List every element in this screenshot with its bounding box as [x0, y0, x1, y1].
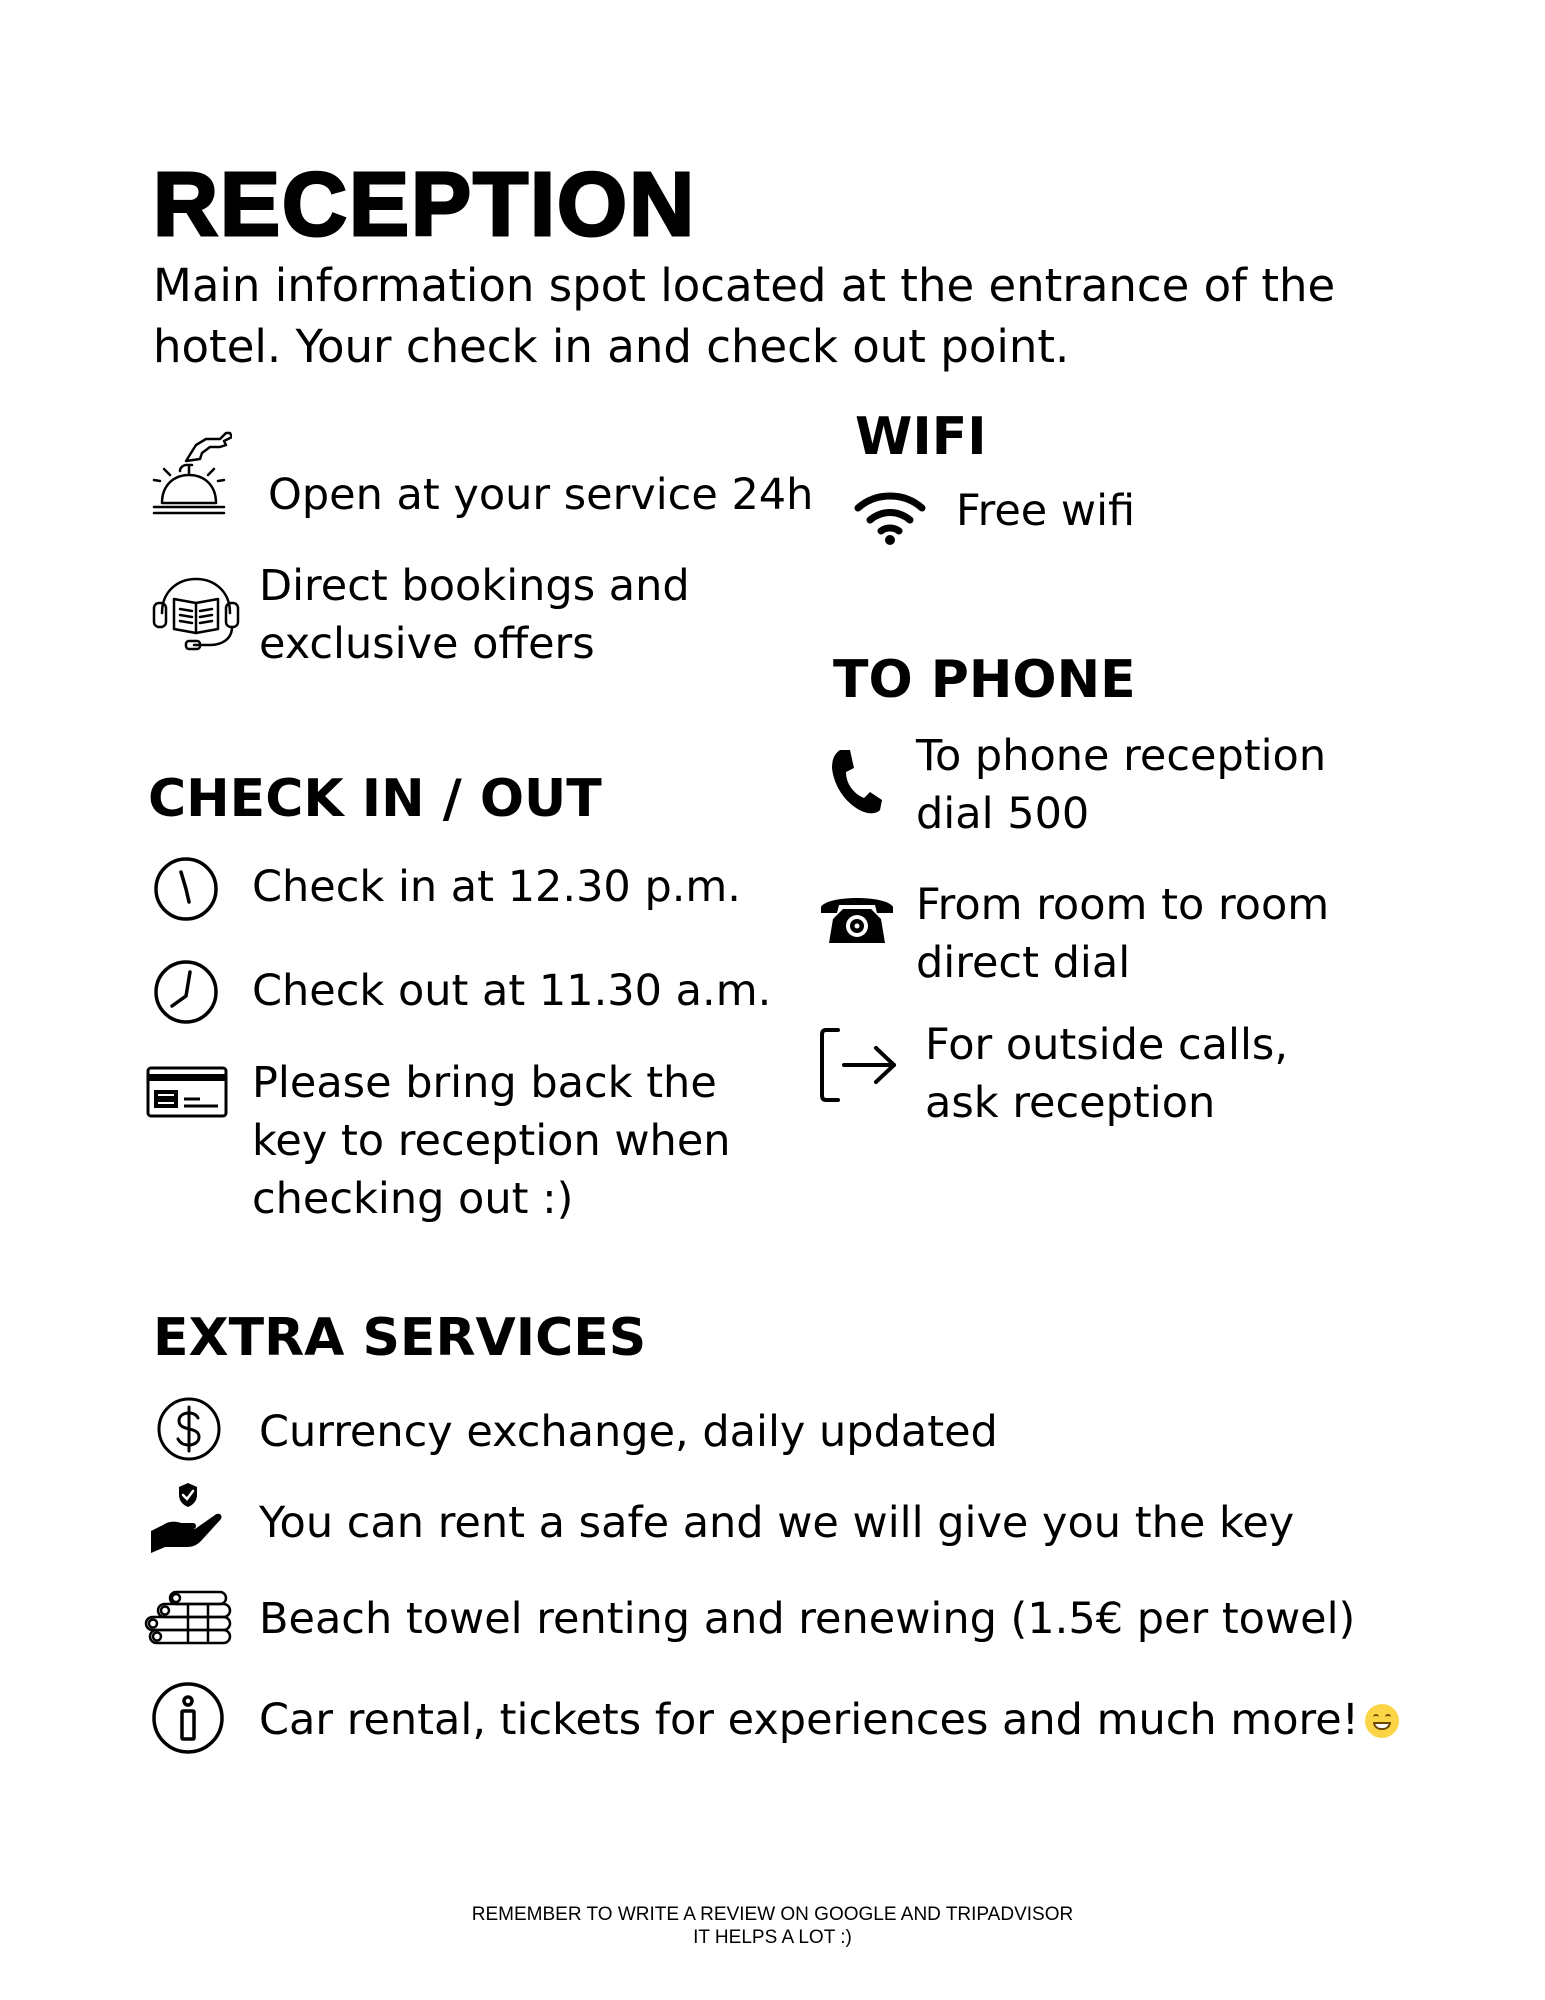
footer-review-line: REMEMBER TO WRITE A REVIEW ON GOOGLE AND TRIPADVISOR [471, 1904, 1074, 1925]
extra-item-currency: Currency exchange, daily updated [259, 1407, 998, 1457]
phone-item-room: From room to room direct dial [916, 880, 1330, 988]
extra-item-towels: Beach towel renting and renewing (1.5€ per towel) [259, 1594, 1356, 1644]
phone-item-outside: For outside calls, ask reception [925, 1020, 1289, 1128]
grinning-emoji-icon [1365, 1704, 1399, 1738]
reception-item-24h: Open at your service 24h [268, 470, 814, 520]
clock-icon [153, 959, 219, 1025]
extra-item-car-rental-text: Car rental, tickets for experiences and much more! [259, 1695, 1359, 1745]
intro-text: Main information spot located at the entrance of the hotel. Your check in and check out point. [153, 259, 1336, 373]
desk-telephone-icon [819, 891, 895, 947]
headset-book-icon [150, 573, 242, 658]
extra-item-safe: You can rent a safe and we will give you the key [259, 1498, 1295, 1548]
check-item-out: Check out at 11.30 a.m. [252, 966, 772, 1016]
phone-heading: TO PHONE [833, 650, 1136, 710]
footer [0, 1903, 1545, 1949]
phone-handset-icon [830, 748, 884, 816]
towels-icon [144, 1590, 234, 1646]
dollar-icon [156, 1396, 222, 1462]
check-item-key: Please bring back the key to reception when checking out :) [252, 1058, 731, 1224]
exit-arrow-icon [818, 1026, 898, 1104]
phone-item-reception: To phone reception dial 500 [916, 731, 1327, 839]
check-item-in: Check in at 12.30 p.m. [252, 862, 741, 912]
hand-shield-icon [149, 1481, 229, 1555]
clock-icon [153, 856, 219, 922]
wifi-heading: WIFI [855, 407, 987, 467]
key-card-icon [146, 1066, 228, 1118]
extra-heading: EXTRA SERVICES [153, 1308, 647, 1368]
page-title: RECEPTION [153, 155, 697, 255]
wifi-icon [854, 490, 926, 546]
info-icon [151, 1681, 225, 1755]
check-heading: CHECK IN / OUT [148, 769, 602, 829]
wifi-item-free: Free wifi [956, 486, 1136, 536]
extra-item-car-rental [259, 1691, 1399, 1749]
service-bell-icon [150, 425, 232, 520]
footer-helps-line: IT HELPS A LOT :) [693, 1927, 852, 1948]
reception-item-bookings: Direct bookings and exclusive offers [259, 561, 690, 669]
